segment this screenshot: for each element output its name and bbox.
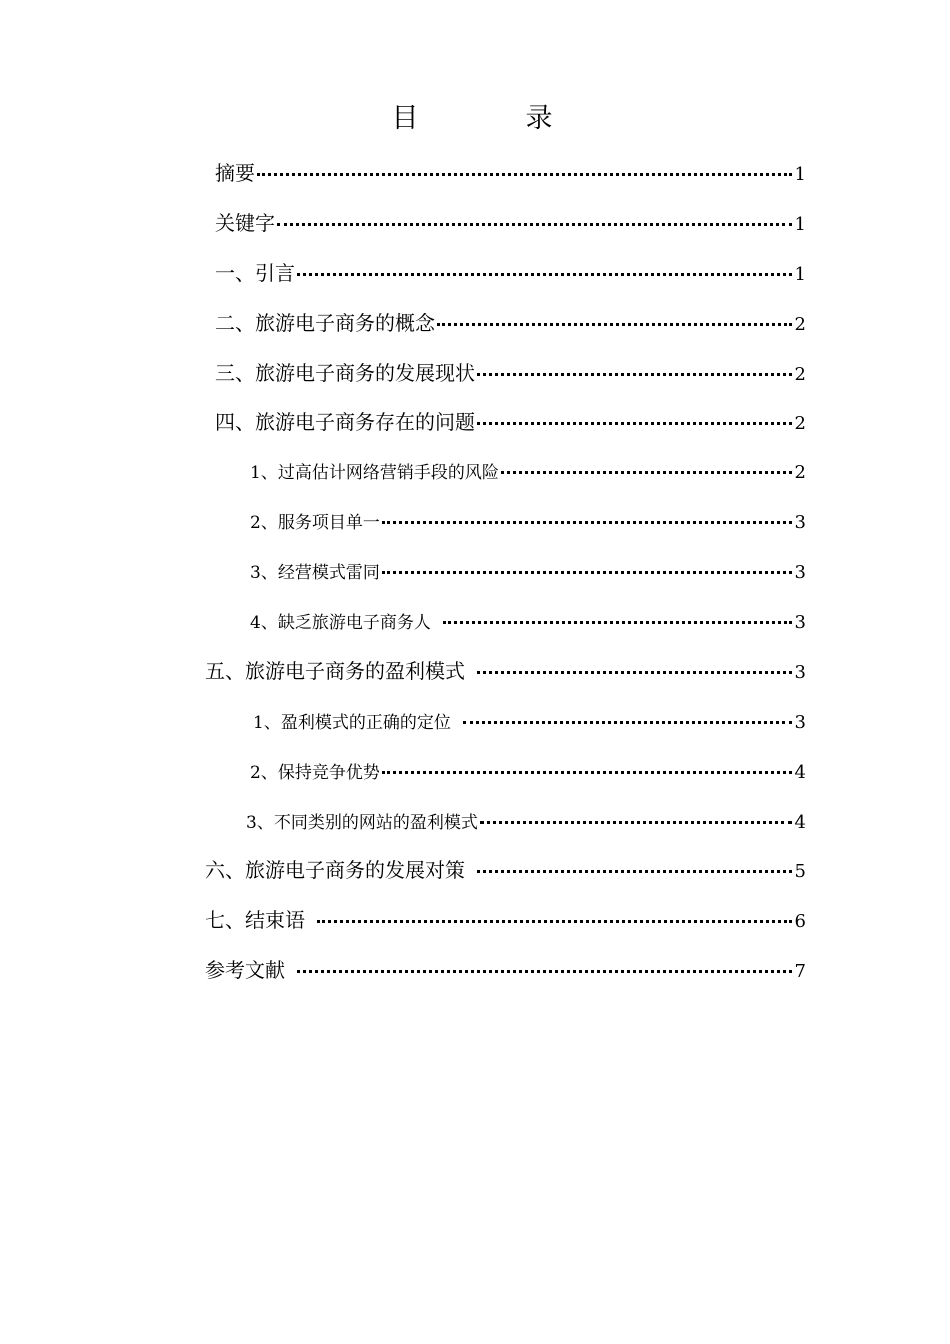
toc-entry-page: 7 xyxy=(794,961,806,982)
toc-entry-page: 6 xyxy=(794,911,806,932)
toc-entry[interactable] xyxy=(215,257,806,283)
toc-entry-page: 3 xyxy=(794,662,806,683)
toc-leader-dots xyxy=(480,821,792,824)
toc-entry[interactable] xyxy=(215,406,806,432)
toc-entry[interactable] xyxy=(215,207,806,233)
toc-leader-dots xyxy=(382,771,792,774)
toc-entry-page: 2 xyxy=(794,314,806,335)
toc-entry-label: 四、旅游电子商务存在的问题 xyxy=(215,410,475,434)
toc-entry-page: 3 xyxy=(794,612,806,633)
toc-entry-label: 1、盈利模式的正确的定位 xyxy=(253,713,451,733)
toc-entry-page: 1 xyxy=(794,164,806,185)
toc-leader-dots xyxy=(443,621,792,624)
toc-entry-label: 三、旅游电子商务的发展现状 xyxy=(215,361,475,385)
toc-entry-page: 4 xyxy=(794,762,806,783)
toc-leader-dots xyxy=(257,173,792,176)
toc-entry-page: 3 xyxy=(794,512,806,533)
toc-entry-label: 关键字 xyxy=(215,211,275,235)
toc-entry-label: 2、服务项目单一 xyxy=(250,513,380,533)
toc-subentry[interactable] xyxy=(250,758,806,784)
toc-subentry[interactable] xyxy=(253,708,806,734)
toc-entry-label: 摘要 xyxy=(215,161,255,185)
toc-entry-label: 3、经营模式雷同 xyxy=(250,563,380,583)
toc-leader-dots xyxy=(297,273,792,276)
toc-entry-label: 五、旅游电子商务的盈利模式 xyxy=(205,659,465,683)
toc-title: 目 录 xyxy=(391,103,593,134)
toc-entry-page: 3 xyxy=(794,562,806,583)
toc-entry[interactable] xyxy=(215,357,806,383)
toc-leader-dots xyxy=(382,521,792,524)
toc-entry[interactable] xyxy=(215,157,806,183)
toc-entry-label: 1、过高估计网络营销手段的风险 xyxy=(250,463,499,483)
toc-entry-label: 七、结束语 xyxy=(205,908,305,932)
toc-entry-label: 二、旅游电子商务的概念 xyxy=(215,311,435,335)
toc-leader-dots xyxy=(463,721,792,724)
toc-entry-label: 3、不同类别的网站的盈利模式 xyxy=(246,813,478,833)
toc-leader-dots xyxy=(297,970,792,973)
toc-entry-page: 2 xyxy=(794,462,806,483)
toc-leader-dots xyxy=(437,323,792,326)
toc-subentry[interactable] xyxy=(250,608,806,634)
toc-subentry[interactable] xyxy=(246,808,806,834)
toc-entry-page: 1 xyxy=(794,264,806,285)
toc-entry[interactable] xyxy=(205,854,806,880)
toc-entry-page: 1 xyxy=(794,214,806,235)
toc-leader-dots xyxy=(477,870,792,873)
toc-leader-dots xyxy=(277,223,792,226)
toc-entry-page: 4 xyxy=(794,812,806,833)
toc-entry-page: 5 xyxy=(794,861,806,882)
toc-leader-dots xyxy=(501,471,792,474)
toc-entry-page: 2 xyxy=(794,413,806,434)
toc-entry[interactable] xyxy=(205,954,806,980)
toc-entry[interactable] xyxy=(205,655,806,681)
toc-entry-page: 3 xyxy=(794,712,806,733)
toc-entry-label: 一、引言 xyxy=(215,261,295,285)
toc-entry[interactable] xyxy=(205,904,806,930)
toc-leader-dots xyxy=(477,373,792,376)
toc-leader-dots xyxy=(382,571,792,574)
toc-leader-dots xyxy=(477,671,792,674)
toc-entry-label: 六、旅游电子商务的发展对策 xyxy=(205,858,465,882)
toc-subentry[interactable] xyxy=(250,558,806,584)
toc-subentry[interactable] xyxy=(250,508,806,534)
toc-entry-label: 2、保持竞争优势 xyxy=(250,763,380,783)
toc-entry-label: 4、缺乏旅游电子商务人 xyxy=(250,613,431,633)
toc-leader-dots xyxy=(317,920,792,923)
toc-entry-label: 参考文献 xyxy=(205,958,285,982)
toc-subentry[interactable] xyxy=(250,458,806,484)
toc-entry[interactable] xyxy=(215,307,806,333)
toc-entry-page: 2 xyxy=(794,364,806,385)
toc-leader-dots xyxy=(477,422,792,425)
